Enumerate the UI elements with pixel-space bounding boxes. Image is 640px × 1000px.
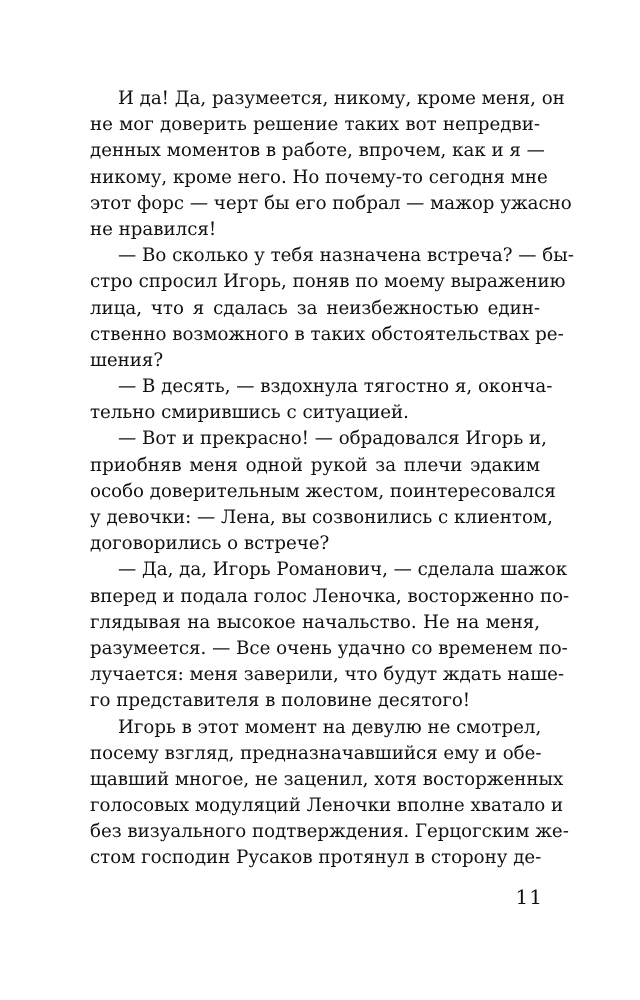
text-line: И да! Да, разумеется, никому, кроме меня, он (118, 88, 565, 109)
text-line: тельно смирившись с ситуацией. (90, 402, 409, 424)
text-line: не мог доверить решение таких вот непредви- (90, 114, 540, 136)
text-line: договорились о встрече? (90, 533, 330, 555)
text-line: глядывая на высокое начальство. Не на меня, (90, 611, 540, 633)
paragraph (90, 557, 570, 714)
paragraph (90, 86, 572, 243)
text-line: лучается: меня заверили, что будут ждать наше- (90, 664, 565, 686)
text-line: у девочки: — Лена, вы созвонились с клиентом, (90, 507, 553, 528)
text-line: — Да, да, Игорь Романович, — сделала шажок (118, 559, 568, 581)
page-number: 11 (515, 885, 543, 909)
paragraph (90, 243, 574, 374)
text-line: без визуального подтверждения. Герцогским же- (90, 821, 569, 843)
paragraph (90, 426, 556, 557)
text-line: этот форс — черт бы его побрал — мажор ужасно (90, 192, 572, 214)
text-line: голосовых модуляций Леночки вполне хватало и (90, 795, 564, 817)
text-line: денных моментов в работе, впрочем, как и я — (90, 140, 545, 162)
paragraph (90, 374, 553, 426)
text-line: никому, кроме него. Но почему-то сегодня мне (90, 166, 548, 188)
text-line: разумеется. — Все очень удачно со временем по- (90, 637, 568, 659)
text-line: щавший многое, не заценил, хотя восторженных (90, 768, 564, 790)
text-line: приобняв меня одной рукой за плечи эдаким (90, 454, 540, 476)
text-line: го представителя в половине десятого! (90, 690, 471, 712)
text-line: Игорь в этот момент на девулю не смотрел, (118, 716, 542, 738)
page-text (90, 86, 574, 872)
text-line: стро спросил Игорь, поняв по моему выражению (90, 271, 566, 293)
text-line: — Вот и прекрасно! — обрадовался Игорь и, (118, 428, 547, 450)
text-line: не нравился! (90, 218, 217, 240)
paragraph (90, 715, 569, 872)
text-line: вперед и подала голос Леночка, восторженно по- (90, 585, 570, 607)
text-line: стом господин Русаков протянул в сторону де- (90, 847, 542, 869)
text-line: посему взгляд, предназначавшийся ему и обе- (90, 742, 542, 764)
text-line: особо доверительным жестом, поинтересовался (90, 480, 556, 502)
text-line: ственно возможного в таких обстоятельствах ре- (90, 323, 564, 345)
text-line: шения? (90, 349, 164, 371)
text-line: — Во сколько у тебя назначена встреча? — бы- (118, 245, 574, 267)
text-line: лица, что я сдалась за неизбежностью един- (90, 297, 540, 319)
text-line: — В десять, — вздохнула тягостно я, оконча- (118, 376, 553, 398)
